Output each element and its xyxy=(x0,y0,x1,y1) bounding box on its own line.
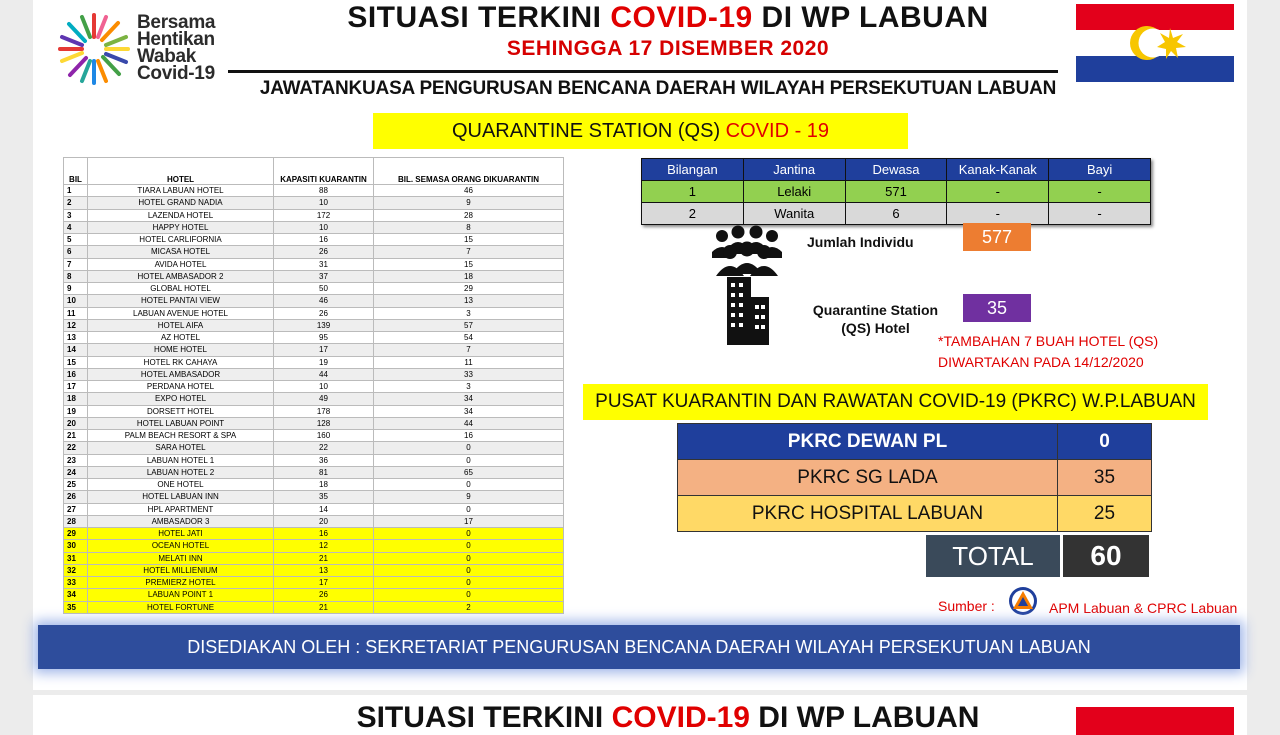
apm-emblem-icon xyxy=(1008,586,1038,616)
capacity: 37 xyxy=(274,270,374,282)
hotel-name: TIARA LABUAN HOTEL xyxy=(88,185,274,197)
hotel-name: SARA HOTEL xyxy=(88,442,274,454)
logo-line: Bersama xyxy=(137,12,216,33)
pkrc-banner: PUSAT KUARANTIN DAN RAWATAN COVID-19 (PKRC) W.P.LABUAN xyxy=(583,384,1208,420)
row-number: 13 xyxy=(64,332,88,344)
row-number: 26 xyxy=(64,491,88,503)
capacity: 16 xyxy=(274,234,374,246)
row-number: 25 xyxy=(64,479,88,491)
capacity: 49 xyxy=(274,393,374,405)
crescent-star-icon xyxy=(1126,22,1188,64)
hotel-table-body xyxy=(64,185,564,614)
table-row xyxy=(64,393,564,405)
row-number: 23 xyxy=(64,454,88,466)
hotel-name: AMBASADOR 3 xyxy=(88,515,274,527)
column-header: BIL xyxy=(64,158,88,185)
capacity: 26 xyxy=(274,307,374,319)
current-quarantined: 18 xyxy=(374,270,564,282)
next-page-title xyxy=(263,701,1073,735)
current-quarantined: 34 xyxy=(374,393,564,405)
capacity: 160 xyxy=(274,430,374,442)
table-cell: 2 xyxy=(642,203,744,225)
table-row xyxy=(64,332,564,344)
table-row xyxy=(64,577,564,589)
hotel-name: AZ HOTEL xyxy=(88,332,274,344)
hotel-name: HOTEL LABUAN POINT xyxy=(88,417,274,429)
table-row xyxy=(642,181,1151,203)
row-number: 33 xyxy=(64,577,88,589)
table-row xyxy=(64,246,564,258)
current-quarantined: 34 xyxy=(374,405,564,417)
hotel-name: GLOBAL HOTEL xyxy=(88,283,274,295)
table-row xyxy=(64,589,564,601)
table-row xyxy=(64,528,564,540)
quarantine-station-banner xyxy=(373,113,908,149)
current-quarantined: 9 xyxy=(374,197,564,209)
current-quarantined: 3 xyxy=(374,381,564,393)
hotel-name: HOTEL AMBASADOR xyxy=(88,368,274,380)
capacity: 44 xyxy=(274,368,374,380)
capacity: 35 xyxy=(274,491,374,503)
table-row xyxy=(64,503,564,515)
table-row xyxy=(64,381,564,393)
current-quarantined: 0 xyxy=(374,503,564,515)
hotel-name: LABUAN AVENUE HOTEL xyxy=(88,307,274,319)
capacity: 10 xyxy=(274,381,374,393)
hotel-name: HOTEL AMBASADOR 2 xyxy=(88,270,274,282)
title-suffix: DI WP LABUAN xyxy=(749,701,980,734)
pkrc-name: PKRC SG LADA xyxy=(678,460,1058,496)
current-quarantined: 57 xyxy=(374,319,564,331)
qs-hotel-label xyxy=(788,301,963,337)
source-value: APM Labuan & CPRC Labuan xyxy=(1049,600,1238,616)
capacity: 26 xyxy=(274,246,374,258)
title-highlight: COVID-19 xyxy=(610,1,753,34)
table-row xyxy=(64,197,564,209)
row-number: 7 xyxy=(64,258,88,270)
qs-label-line: Quarantine Station xyxy=(812,302,939,318)
title-prefix: SITUASI TERKINI xyxy=(356,701,612,734)
current-quarantined: 0 xyxy=(374,589,564,601)
current-quarantined: 11 xyxy=(374,356,564,368)
table-row xyxy=(64,258,564,270)
row-number: 28 xyxy=(64,515,88,527)
row-number: 32 xyxy=(64,564,88,576)
hotel-name: PALM BEACH RESORT & SPA xyxy=(88,430,274,442)
infographic-page xyxy=(33,0,1247,690)
current-quarantined: 65 xyxy=(374,466,564,478)
current-quarantined: 33 xyxy=(374,368,564,380)
hotel-name: HOTEL AIFA xyxy=(88,319,274,331)
pkrc-name: PKRC DEWAN PL xyxy=(678,424,1058,460)
hotel-name: MICASA HOTEL xyxy=(88,246,274,258)
capacity: 36 xyxy=(274,454,374,466)
table-row xyxy=(64,442,564,454)
agency-name: JAWATANKUASA PENGURUSAN BENCANA DAERAH WILAYAH PERSEKUTUAN LABUAN xyxy=(259,78,1057,99)
table-row xyxy=(64,185,564,197)
table-row xyxy=(64,283,564,295)
hotel-name: HPL APARTMENT xyxy=(88,503,274,515)
table-row xyxy=(678,460,1152,496)
table-cell: 1 xyxy=(642,181,744,203)
table-row xyxy=(64,552,564,564)
table-row xyxy=(64,430,564,442)
hotel-name: HOTEL MILLIENIUM xyxy=(88,564,274,576)
hotel-name: HOTEL CARLIFORNIA xyxy=(88,234,274,246)
row-number: 21 xyxy=(64,430,88,442)
row-number: 4 xyxy=(64,221,88,233)
hotel-name: EXPO HOTEL xyxy=(88,393,274,405)
note-line: *TAMBAHAN 7 BUAH HOTEL (QS) xyxy=(938,333,1159,349)
table-row xyxy=(64,221,564,233)
column-header: Bayi xyxy=(1049,159,1151,181)
row-number: 8 xyxy=(64,270,88,282)
table-row xyxy=(64,491,564,503)
header-divider xyxy=(228,70,1058,73)
table-row xyxy=(64,466,564,478)
current-quarantined: 46 xyxy=(374,185,564,197)
capacity: 31 xyxy=(274,258,374,270)
table-cell: - xyxy=(1049,181,1151,203)
table-row xyxy=(678,496,1152,532)
current-quarantined: 54 xyxy=(374,332,564,344)
column-header: Dewasa xyxy=(845,159,947,181)
capacity: 13 xyxy=(274,564,374,576)
row-number: 15 xyxy=(64,356,88,368)
column-header: HOTEL xyxy=(88,158,274,185)
hotel-name: HAPPY HOTEL xyxy=(88,221,274,233)
page-title xyxy=(263,1,1073,35)
hotel-building-icon xyxy=(721,275,773,347)
current-quarantined: 9 xyxy=(374,491,564,503)
note-line: DIWARTAKAN PADA 14/12/2020 xyxy=(938,354,1144,370)
hotel-name: ONE HOTEL xyxy=(88,479,274,491)
row-number: 1 xyxy=(64,185,88,197)
current-quarantined: 0 xyxy=(374,577,564,589)
current-quarantined: 15 xyxy=(374,258,564,270)
hotel-name: LAZENDA HOTEL xyxy=(88,209,274,221)
hotel-table xyxy=(63,157,564,614)
table-row xyxy=(64,307,564,319)
labuan-flag xyxy=(1076,4,1234,82)
hotel-table-header xyxy=(64,158,564,185)
hotel-name: HOTEL RK CAHAYA xyxy=(88,356,274,368)
table-row xyxy=(678,424,1152,460)
table-cell: Lelaki xyxy=(743,181,845,203)
hotel-name: HOTEL LABUAN INN xyxy=(88,491,274,503)
row-number: 34 xyxy=(64,589,88,601)
footer-banner: DISEDIAKAN OLEH : SEKRETARIAT PENGURUSAN BENCANA DAERAH WILAYAH PERSEKUTUAN LABUAN xyxy=(38,625,1240,669)
capacity: 14 xyxy=(274,503,374,515)
current-quarantined: 0 xyxy=(374,454,564,466)
row-number: 19 xyxy=(64,405,88,417)
column-header: Kanak-Kanak xyxy=(947,159,1049,181)
column-header: KAPASITI KUARANTIN xyxy=(274,158,374,185)
qs-hotel-value: 35 xyxy=(963,294,1031,322)
current-quarantined: 29 xyxy=(374,283,564,295)
row-number: 22 xyxy=(64,442,88,454)
row-number: 9 xyxy=(64,283,88,295)
table-row xyxy=(64,368,564,380)
capacity: 88 xyxy=(274,185,374,197)
current-quarantined: 2 xyxy=(374,601,564,613)
current-quarantined: 0 xyxy=(374,540,564,552)
capacity: 22 xyxy=(274,442,374,454)
table-row xyxy=(64,270,564,282)
current-quarantined: 44 xyxy=(374,417,564,429)
hotel-name: LABUAN POINT 1 xyxy=(88,589,274,601)
table-row xyxy=(64,601,564,613)
burst-logo-icon xyxy=(55,10,133,88)
hotel-addition-note xyxy=(938,331,1158,373)
hotel-name: OCEAN HOTEL xyxy=(88,540,274,552)
hotel-name: HOTEL JATI xyxy=(88,528,274,540)
row-number: 10 xyxy=(64,295,88,307)
table-row xyxy=(64,540,564,552)
capacity: 172 xyxy=(274,209,374,221)
table-row xyxy=(64,564,564,576)
capacity: 19 xyxy=(274,356,374,368)
hotel-name: MELATI INN xyxy=(88,552,274,564)
row-number: 31 xyxy=(64,552,88,564)
current-quarantined: 3 xyxy=(374,307,564,319)
column-header: BIL. SEMASA ORANG DIKUARANTIN xyxy=(374,158,564,185)
current-quarantined: 17 xyxy=(374,515,564,527)
table-row xyxy=(64,319,564,331)
capacity: 95 xyxy=(274,332,374,344)
row-number: 35 xyxy=(64,601,88,613)
capacity: 21 xyxy=(274,601,374,613)
row-number: 24 xyxy=(64,466,88,478)
row-number: 5 xyxy=(64,234,88,246)
jumlah-individu-label: Jumlah Individu xyxy=(807,234,914,250)
table-row xyxy=(64,479,564,491)
table-row xyxy=(64,454,564,466)
current-quarantined: 0 xyxy=(374,479,564,491)
capacity: 26 xyxy=(274,589,374,601)
total-label: TOTAL xyxy=(926,535,1060,577)
table-cell: Wanita xyxy=(743,203,845,225)
hotel-name: HOME HOTEL xyxy=(88,344,274,356)
row-number: 12 xyxy=(64,319,88,331)
capacity: 10 xyxy=(274,197,374,209)
row-number: 11 xyxy=(64,307,88,319)
capacity: 128 xyxy=(274,417,374,429)
table-row xyxy=(64,417,564,429)
column-header: Jantina xyxy=(743,159,845,181)
logo-text xyxy=(137,14,215,82)
demographic-table xyxy=(641,158,1151,225)
current-quarantined: 8 xyxy=(374,221,564,233)
capacity: 139 xyxy=(274,319,374,331)
row-number: 17 xyxy=(64,381,88,393)
table-row xyxy=(64,344,564,356)
table-cell: 6 xyxy=(845,203,947,225)
current-quarantined: 7 xyxy=(374,344,564,356)
row-number: 18 xyxy=(64,393,88,405)
hotel-name: HOTEL PANTAI VIEW xyxy=(88,295,274,307)
row-number: 27 xyxy=(64,503,88,515)
pkrc-name: PKRC HOSPITAL LABUAN xyxy=(678,496,1058,532)
capacity: 178 xyxy=(274,405,374,417)
current-quarantined: 7 xyxy=(374,246,564,258)
row-number: 16 xyxy=(64,368,88,380)
campaign-logo xyxy=(55,10,235,90)
current-quarantined: 15 xyxy=(374,234,564,246)
capacity: 17 xyxy=(274,577,374,589)
table-cell: 571 xyxy=(845,181,947,203)
hotel-name: PERDANA HOTEL xyxy=(88,381,274,393)
row-number: 20 xyxy=(64,417,88,429)
pkrc-count: 35 xyxy=(1058,460,1152,496)
capacity: 17 xyxy=(274,344,374,356)
row-number: 3 xyxy=(64,209,88,221)
table-row xyxy=(64,234,564,246)
hotel-name: AVIDA HOTEL xyxy=(88,258,274,270)
row-number: 30 xyxy=(64,540,88,552)
hotel-name: HOTEL GRAND NADIA xyxy=(88,197,274,209)
table-row xyxy=(64,515,564,527)
hotel-name: DORSETT HOTEL xyxy=(88,405,274,417)
people-group-icon xyxy=(708,222,786,278)
capacity: 21 xyxy=(274,552,374,564)
current-quarantined: 13 xyxy=(374,295,564,307)
qs-label-line: (QS) Hotel xyxy=(841,320,910,336)
capacity: 46 xyxy=(274,295,374,307)
table-cell: - xyxy=(947,203,1049,225)
row-number: 14 xyxy=(64,344,88,356)
title-highlight: COVID-19 xyxy=(611,701,750,734)
source-label: Sumber : xyxy=(938,598,995,614)
next-page-preview xyxy=(33,695,1247,735)
current-quarantined: 28 xyxy=(374,209,564,221)
hotel-name: LABUAN HOTEL 1 xyxy=(88,454,274,466)
table-cell: - xyxy=(947,181,1049,203)
pkrc-count: 0 xyxy=(1058,424,1152,460)
capacity: 16 xyxy=(274,528,374,540)
current-quarantined: 16 xyxy=(374,430,564,442)
hotel-name: HOTEL FORTUNE xyxy=(88,601,274,613)
logo-line: Wabak xyxy=(137,46,197,67)
current-quarantined: 0 xyxy=(374,528,564,540)
current-quarantined: 0 xyxy=(374,552,564,564)
column-header: Bilangan xyxy=(642,159,744,181)
capacity: 20 xyxy=(274,515,374,527)
demographic-header xyxy=(642,159,1151,181)
table-row xyxy=(64,295,564,307)
current-quarantined: 0 xyxy=(374,564,564,576)
hotel-name: PREMIERZ HOTEL xyxy=(88,577,274,589)
current-quarantined: 0 xyxy=(374,442,564,454)
table-cell: - xyxy=(1049,203,1151,225)
table-row xyxy=(64,356,564,368)
table-row xyxy=(64,209,564,221)
qs-banner-prefix: QUARANTINE STATION (QS) xyxy=(451,120,726,142)
next-page-flag xyxy=(1076,707,1234,735)
total-value: 60 xyxy=(1063,535,1149,577)
page-subtitle: SEHINGGA 17 DISEMBER 2020 xyxy=(506,37,830,60)
hotel-name: LABUAN HOTEL 2 xyxy=(88,466,274,478)
capacity: 81 xyxy=(274,466,374,478)
capacity: 10 xyxy=(274,221,374,233)
row-number: 2 xyxy=(64,197,88,209)
capacity: 50 xyxy=(274,283,374,295)
title-prefix: SITUASI TERKINI xyxy=(347,1,611,34)
logo-line: Hentikan xyxy=(137,29,215,50)
capacity: 18 xyxy=(274,479,374,491)
row-number: 6 xyxy=(64,246,88,258)
pkrc-count: 25 xyxy=(1058,496,1152,532)
logo-line: Covid-19 xyxy=(137,63,215,84)
row-number: 29 xyxy=(64,528,88,540)
table-row xyxy=(64,405,564,417)
qs-banner-highlight: COVID - 19 xyxy=(725,120,830,142)
capacity: 12 xyxy=(274,540,374,552)
pkrc-table xyxy=(677,423,1152,532)
jumlah-individu-value: 577 xyxy=(963,223,1031,251)
title-suffix: DI WP LABUAN xyxy=(752,1,989,34)
